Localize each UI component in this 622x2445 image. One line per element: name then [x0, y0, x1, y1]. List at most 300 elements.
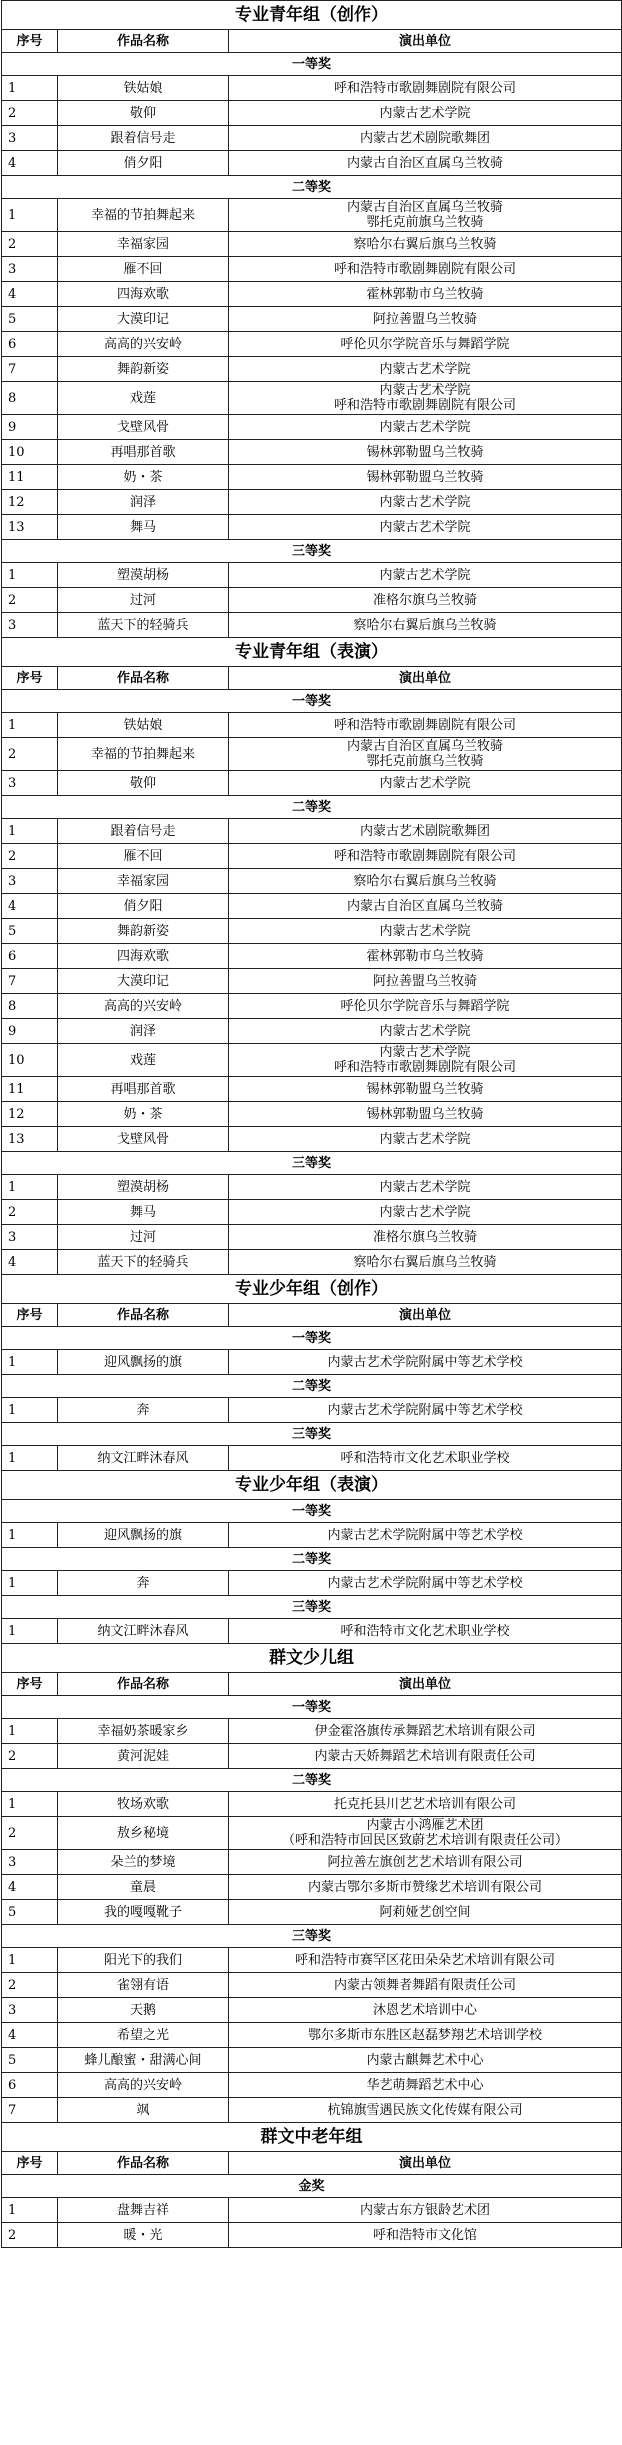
performing-unit: [229, 1044, 622, 1077]
row-number: 1: [2, 1792, 58, 1817]
work-name: 戈壁风骨: [58, 415, 229, 440]
column-header-unit: 演出单位: [229, 667, 622, 690]
work-name: 雁不回: [58, 844, 229, 869]
performing-unit: [229, 232, 622, 257]
table-row: [2, 2223, 622, 2248]
row-number: 7: [2, 357, 58, 382]
column-header-work: 作品名称: [58, 2152, 229, 2175]
table-row: [2, 969, 622, 994]
work-name: 纳文江畔沐春风: [58, 1619, 229, 1644]
table-row: [2, 515, 622, 540]
section-title: 群文中老年组: [2, 2123, 622, 2152]
row-number: 3: [2, 257, 58, 282]
table-row: [2, 282, 622, 307]
row-number: 2: [2, 738, 58, 771]
table-row: [2, 713, 622, 738]
work-name: 敬仰: [58, 771, 229, 796]
performing-unit: [229, 994, 622, 1019]
column-header-work: 作品名称: [58, 30, 229, 53]
work-name: 舞韵新姿: [58, 357, 229, 382]
work-name: 天鹅: [58, 1998, 229, 2023]
work-name: 敖乡秘境: [58, 1817, 229, 1850]
performing-unit-line: 察哈尔右翼后旗乌兰牧骑: [353, 236, 497, 252]
table-row: [2, 1719, 622, 1744]
performing-unit: [229, 126, 622, 151]
table-row: [2, 1398, 622, 1423]
row-number: 3: [2, 613, 58, 638]
performing-unit-line: 内蒙古自治区直属乌兰牧骑: [346, 200, 503, 215]
performing-unit-line: 霍林郭勒市乌兰牧骑: [366, 286, 484, 302]
performing-unit-line: 准格尔旗乌兰牧骑: [372, 1229, 477, 1245]
column-header-seq: 序号: [2, 2152, 58, 2175]
row-number: 4: [2, 282, 58, 307]
work-name: 敬仰: [58, 101, 229, 126]
work-name: 舞马: [58, 1200, 229, 1225]
row-number: 2: [2, 844, 58, 869]
performing-unit-line: 内蒙古艺术学院: [379, 105, 471, 121]
performing-unit: [229, 969, 622, 994]
prize-level: 三等奖: [2, 1152, 622, 1175]
row-number: 9: [2, 1019, 58, 1044]
performing-unit-line: 鄂尔多斯市东胜区赵磊梦翔艺术培训学校: [307, 2027, 542, 2043]
performing-unit: [229, 357, 622, 382]
work-name: 再唱那首歌: [58, 1077, 229, 1102]
row-number: 3: [2, 1850, 58, 1875]
row-number: 1: [2, 819, 58, 844]
prize-level: 二等奖: [2, 176, 622, 199]
performing-unit-line: 杭锦旗雪遇民族文化传媒有限公司: [327, 2102, 523, 2118]
table-row: [2, 465, 622, 490]
table-row: [2, 490, 622, 515]
prize-level: 三等奖: [2, 1423, 622, 1446]
performing-unit-line: 呼和浩特市文化艺术职业学校: [340, 1623, 510, 1639]
table-row: [2, 2198, 622, 2223]
performing-unit-line: 内蒙古艺术学院: [379, 923, 471, 939]
performing-unit: [229, 1446, 622, 1471]
prize-row: [2, 1327, 622, 1350]
row-number: 2: [2, 101, 58, 126]
prize-row: [2, 1769, 622, 1792]
work-name: 飒: [58, 2098, 229, 2123]
work-name: 润泽: [58, 490, 229, 515]
work-name: 希望之光: [58, 2023, 229, 2048]
table-row: [2, 1619, 622, 1644]
row-number: 2: [2, 1817, 58, 1850]
performing-unit: [229, 515, 622, 540]
performing-unit: [229, 382, 622, 415]
performing-unit: [229, 613, 622, 638]
row-number: 6: [2, 332, 58, 357]
performing-unit-line: 内蒙古艺术学院附属中等艺术学校: [327, 1402, 523, 1418]
table-row: [2, 588, 622, 613]
prize-row: [2, 1696, 622, 1719]
prize-row: [2, 1423, 622, 1446]
row-number: 10: [2, 1044, 58, 1077]
row-number: 3: [2, 869, 58, 894]
row-number: 4: [2, 151, 58, 176]
work-name: 戏莲: [58, 382, 229, 415]
work-name: 黄河泥娃: [58, 1744, 229, 1769]
work-name: 高高的兴安岭: [58, 332, 229, 357]
section-title: 专业少年组（创作）: [2, 1275, 622, 1304]
performing-unit: [229, 1250, 622, 1275]
row-number: 1: [2, 1398, 58, 1423]
column-header-unit: 演出单位: [229, 1673, 622, 1696]
prize-row: [2, 1152, 622, 1175]
work-name: 迎风飘扬的旗: [58, 1350, 229, 1375]
table-row: [2, 1948, 622, 1973]
work-name: 铁姑娘: [58, 76, 229, 101]
performing-unit-line: 内蒙古艺术剧院歌舞团: [359, 130, 490, 146]
performing-unit: [229, 869, 622, 894]
table-row: [2, 1998, 622, 2023]
row-number: 3: [2, 771, 58, 796]
performing-unit-line: 伊金霍洛旗传承舞蹈艺术培训有限公司: [314, 1723, 536, 1739]
work-name: 大漠印记: [58, 969, 229, 994]
column-header-row: [2, 1304, 622, 1327]
section-title: 群文少儿组: [2, 1644, 622, 1673]
row-number: 2: [2, 2223, 58, 2248]
row-number: 1: [2, 713, 58, 738]
performing-unit-line: 内蒙古艺术学院: [379, 1204, 471, 1220]
row-number: 4: [2, 2023, 58, 2048]
table-row: [2, 1250, 622, 1275]
performing-unit: [229, 2198, 622, 2223]
column-header-row: [2, 30, 622, 53]
row-number: 11: [2, 1077, 58, 1102]
performing-unit-line: 内蒙古艺术学院: [379, 1023, 471, 1039]
table-row: [2, 1044, 622, 1077]
performing-unit: [229, 2223, 622, 2248]
performing-unit: [229, 1619, 622, 1644]
table-row: [2, 1900, 622, 1925]
performing-unit: [229, 2023, 622, 2048]
table-row: [2, 994, 622, 1019]
row-number: 10: [2, 440, 58, 465]
performing-unit-line: 内蒙古东方银龄艺术团: [359, 2202, 490, 2218]
performing-unit-line: 内蒙古自治区直属乌兰牧骑: [346, 898, 503, 914]
performing-unit: [229, 1571, 622, 1596]
performing-unit-line: 内蒙古艺术学院: [379, 1131, 471, 1147]
performing-unit: [229, 490, 622, 515]
work-name: 奔: [58, 1398, 229, 1423]
work-name: 奔: [58, 1571, 229, 1596]
work-name: 幸福的节拍舞起来: [58, 738, 229, 771]
table-row: [2, 101, 622, 126]
column-header-work: 作品名称: [58, 667, 229, 690]
performing-unit-line: 沐恩艺术培训中心: [372, 2002, 477, 2018]
row-number: 5: [2, 307, 58, 332]
performing-unit: [229, 844, 622, 869]
performing-unit-line: 华艺萌舞蹈艺术中心: [366, 2077, 484, 2093]
row-number: 6: [2, 944, 58, 969]
work-name: 阳光下的我们: [58, 1948, 229, 1973]
performing-unit-line: 呼和浩特市歌剧舞剧院有限公司: [333, 398, 516, 413]
row-number: 5: [2, 1900, 58, 1925]
row-number: 6: [2, 2073, 58, 2098]
performing-unit: [229, 713, 622, 738]
performing-unit-line: 内蒙古小鸿雁艺术团: [366, 1818, 484, 1833]
section-title: 专业青年组（表演）: [2, 638, 622, 667]
performing-unit: [229, 1817, 622, 1850]
performing-unit-line: 锡林郭勒盟乌兰牧骑: [366, 469, 484, 485]
performing-unit: [229, 2048, 622, 2073]
table-row: [2, 1019, 622, 1044]
performing-unit-line: 内蒙古艺术学院: [379, 567, 471, 583]
performing-unit: [229, 282, 622, 307]
column-header-seq: 序号: [2, 667, 58, 690]
table-row: [2, 440, 622, 465]
table-row: [2, 869, 622, 894]
performing-unit-line: 阿拉善盟乌兰牧骑: [372, 973, 477, 989]
performing-unit-line: 呼和浩特市歌剧舞剧院有限公司: [333, 717, 516, 733]
performing-unit-line: 内蒙古艺术学院: [379, 775, 471, 791]
work-name: 幸福家园: [58, 869, 229, 894]
row-number: 4: [2, 1875, 58, 1900]
column-header-unit: 演出单位: [229, 30, 622, 53]
performing-unit: [229, 919, 622, 944]
work-name: 俏夕阳: [58, 151, 229, 176]
table-row: [2, 1127, 622, 1152]
section-title: 专业青年组（创作）: [2, 1, 622, 30]
row-number: 1: [2, 2198, 58, 2223]
performing-unit: [229, 563, 622, 588]
performing-unit: [229, 151, 622, 176]
row-number: 13: [2, 515, 58, 540]
performing-unit-line: 内蒙古艺术学院: [379, 494, 471, 510]
performing-unit-line: 察哈尔右翼后旗乌兰牧骑: [353, 1254, 497, 1270]
performing-unit: [229, 199, 622, 232]
section-title-row: [2, 1471, 622, 1500]
performing-unit: [229, 771, 622, 796]
awards-table: [1, 0, 622, 2248]
performing-unit: [229, 1102, 622, 1127]
prize-row: [2, 1548, 622, 1571]
performing-unit-line: 鄂托克前旗乌兰牧骑: [366, 754, 484, 769]
work-name: 幸福奶茶暖家乡: [58, 1719, 229, 1744]
table-row: [2, 2048, 622, 2073]
performing-unit: [229, 1998, 622, 2023]
work-name: 奶・茶: [58, 1102, 229, 1127]
table-row: [2, 415, 622, 440]
row-number: 1: [2, 1571, 58, 1596]
performing-unit: [229, 1948, 622, 1973]
table-row: [2, 563, 622, 588]
performing-unit: [229, 332, 622, 357]
performing-unit: [229, 1077, 622, 1102]
table-row: [2, 332, 622, 357]
performing-unit: [229, 1792, 622, 1817]
table-row: [2, 307, 622, 332]
performing-unit-line: 察哈尔右翼后旗乌兰牧骑: [353, 617, 497, 633]
table-row: [2, 199, 622, 232]
work-name: 四海欢歌: [58, 944, 229, 969]
performing-unit-line: 内蒙古天娇舞蹈艺术培训有限责任公司: [314, 1748, 536, 1764]
performing-unit-line: 内蒙古自治区直属乌兰牧骑: [346, 155, 503, 171]
row-number: 2: [2, 1744, 58, 1769]
performing-unit: [229, 1200, 622, 1225]
column-header-seq: 序号: [2, 30, 58, 53]
row-number: 13: [2, 1127, 58, 1152]
performing-unit-line: 呼和浩特市赛罕区花田朵朵艺术培训有限公司: [294, 1952, 555, 1968]
row-number: 1: [2, 1719, 58, 1744]
prize-row: [2, 1925, 622, 1948]
table-row: [2, 1523, 622, 1548]
prize-row: [2, 1596, 622, 1619]
performing-unit-line: 察哈尔右翼后旗乌兰牧骑: [353, 873, 497, 889]
performing-unit-line: 呼和浩特市歌剧舞剧院有限公司: [333, 261, 516, 277]
performing-unit-line: 锡林郭勒盟乌兰牧骑: [366, 1106, 484, 1122]
work-name: 暖・光: [58, 2223, 229, 2248]
table-row: [2, 1350, 622, 1375]
performing-unit: [229, 307, 622, 332]
row-number: 8: [2, 382, 58, 415]
column-header-row: [2, 667, 622, 690]
prize-row: [2, 1375, 622, 1398]
performing-unit-line: 呼伦贝尔学院音乐与舞蹈学院: [340, 336, 510, 352]
performing-unit: [229, 1350, 622, 1375]
work-name: 润泽: [58, 1019, 229, 1044]
row-number: 3: [2, 126, 58, 151]
work-name: 迎风飘扬的旗: [58, 1523, 229, 1548]
table-row: [2, 232, 622, 257]
row-number: 7: [2, 2098, 58, 2123]
prize-row: [2, 176, 622, 199]
work-name: 雀翎有语: [58, 1973, 229, 1998]
section-title-row: [2, 1644, 622, 1673]
performing-unit-line: 阿拉善盟乌兰牧骑: [372, 311, 477, 327]
work-name: 大漠印记: [58, 307, 229, 332]
performing-unit: [229, 101, 622, 126]
section-title: 专业少年组（表演）: [2, 1471, 622, 1500]
column-header-seq: 序号: [2, 1673, 58, 1696]
performing-unit: [229, 894, 622, 919]
performing-unit-line: 呼和浩特市歌剧舞剧院有限公司: [333, 1060, 516, 1075]
performing-unit: [229, 1175, 622, 1200]
work-name: 幸福家园: [58, 232, 229, 257]
row-number: 2: [2, 588, 58, 613]
performing-unit: [229, 1523, 622, 1548]
performing-unit-line: 内蒙古艺术学院: [379, 1045, 471, 1060]
section-title-row: [2, 638, 622, 667]
work-name: 跟着信号走: [58, 126, 229, 151]
performing-unit-line: 呼伦贝尔学院音乐与舞蹈学院: [340, 998, 510, 1014]
row-number: 1: [2, 199, 58, 232]
row-number: 1: [2, 1948, 58, 1973]
work-name: 铁姑娘: [58, 713, 229, 738]
table-row: [2, 1102, 622, 1127]
performing-unit-line: 内蒙古艺术学院: [379, 1179, 471, 1195]
table-row: [2, 1446, 622, 1471]
table-row: [2, 357, 622, 382]
work-name: 俏夕阳: [58, 894, 229, 919]
table-row: [2, 771, 622, 796]
work-name: 跟着信号走: [58, 819, 229, 844]
prize-level: 一等奖: [2, 690, 622, 713]
row-number: 7: [2, 969, 58, 994]
prize-level: 三等奖: [2, 1925, 622, 1948]
performing-unit-line: 阿莉娅艺创空间: [379, 1904, 471, 1920]
work-name: 高高的兴安岭: [58, 994, 229, 1019]
work-name: 四海欢歌: [58, 282, 229, 307]
table-row: [2, 1175, 622, 1200]
performing-unit-line: 内蒙古艺术学院: [379, 519, 471, 535]
table-row: [2, 1200, 622, 1225]
row-number: 1: [2, 76, 58, 101]
row-number: 1: [2, 1523, 58, 1548]
awards-table-body: [2, 1, 622, 2248]
performing-unit: [229, 1127, 622, 1152]
table-row: [2, 919, 622, 944]
row-number: 1: [2, 1619, 58, 1644]
performing-unit-line: 呼和浩特市文化馆: [372, 2227, 477, 2243]
table-row: [2, 1744, 622, 1769]
table-row: [2, 2098, 622, 2123]
prize-level: 二等奖: [2, 1548, 622, 1571]
work-name: 蓝天下的轻骑兵: [58, 613, 229, 638]
performing-unit-line: 呼和浩特市歌剧舞剧院有限公司: [333, 848, 516, 864]
row-number: 12: [2, 490, 58, 515]
performing-unit: [229, 257, 622, 282]
row-number: 3: [2, 1225, 58, 1250]
row-number: 1: [2, 563, 58, 588]
column-header-seq: 序号: [2, 1304, 58, 1327]
row-number: 2: [2, 1200, 58, 1225]
performing-unit-line: 内蒙古自治区直属乌兰牧骑: [346, 739, 503, 754]
table-row: [2, 613, 622, 638]
section-title-row: [2, 2123, 622, 2152]
prize-row: [2, 2175, 622, 2198]
performing-unit-line: 内蒙古领舞者舞蹈有限责任公司: [333, 1977, 516, 1993]
performing-unit-line: 内蒙古艺术学院: [379, 361, 471, 377]
prize-row: [2, 540, 622, 563]
table-row: [2, 2073, 622, 2098]
performing-unit: [229, 465, 622, 490]
table-row: [2, 257, 622, 282]
row-number: 4: [2, 894, 58, 919]
prize-level: 一等奖: [2, 1327, 622, 1350]
performing-unit-line: 内蒙古艺术剧院歌舞团: [359, 823, 490, 839]
performing-unit: [229, 415, 622, 440]
table-row: [2, 819, 622, 844]
row-number: 5: [2, 919, 58, 944]
prize-level: 金奖: [2, 2175, 622, 2198]
column-header-unit: 演出单位: [229, 2152, 622, 2175]
work-name: 过河: [58, 588, 229, 613]
table-row: [2, 1850, 622, 1875]
work-name: 童晨: [58, 1875, 229, 1900]
table-row: [2, 1817, 622, 1850]
column-header-work: 作品名称: [58, 1304, 229, 1327]
performing-unit: [229, 819, 622, 844]
work-name: 雁不回: [58, 257, 229, 282]
performing-unit: [229, 738, 622, 771]
performing-unit: [229, 1744, 622, 1769]
work-name: 蓝天下的轻骑兵: [58, 1250, 229, 1275]
prize-row: [2, 796, 622, 819]
row-number: 9: [2, 415, 58, 440]
performing-unit-line: 内蒙古麒舞艺术中心: [366, 2052, 484, 2068]
work-name: 蜂儿酿蜜・甜满心间: [58, 2048, 229, 2073]
table-row: [2, 894, 622, 919]
performing-unit: [229, 1900, 622, 1925]
row-number: 5: [2, 2048, 58, 2073]
work-name: 幸福的节拍舞起来: [58, 199, 229, 232]
table-row: [2, 1973, 622, 1998]
performing-unit-line: 呼和浩特市文化艺术职业学校: [340, 1450, 510, 1466]
row-number: 1: [2, 1350, 58, 1375]
performing-unit-line: 锡林郭勒盟乌兰牧骑: [366, 444, 484, 460]
